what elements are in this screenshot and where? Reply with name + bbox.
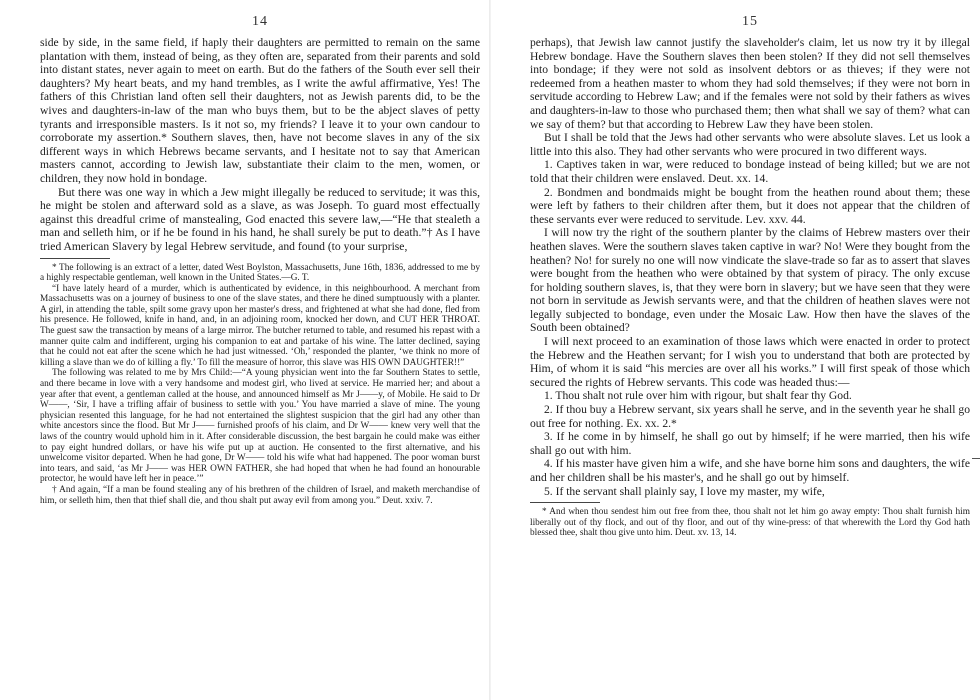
right-paragraph-laws: I will next proceed to an examination of those laws which were enacted in order to protect the Hebrew and the Heathen servant; for I wish you to understand that both are protected by Him, of whom it is said “his mercies are over all his works.” I will first speak of those which secured the rights of Hebrew servants. This code was headed thus:— [530,335,970,389]
footnote-1-child-account: The following was related to me by Mrs Child:—“A young physician went into the far Southern States to settle, and there became in love with a very handsome and modest girl, who lived at service. He married her; and about a year after that event, a gentleman called at the house, and announced himself as Mr J——y, of Mobile. He said to Dr W——, ‘Sir, I have a trifling affair of business to settle with you.’ You have married a slave of mine. The young physician resented this language, for he had not entertained the slightest suspicion that the girl had any other than white ancestors since the flood. But Mr J—— furnished proofs of his claim, and Dr W—— knew very well that the laws of the country would uphold him in it. After considerable discussion, the best bargain he could make was either to pay eight hundred dollars, or have his wife put up at auction. He consented to the first alternative, and his unwelcome visitor departed. When he had gone, Dr W—— told his wife what had happened. The poor woman burst into tears, and said, ‘as Mr J—— was HER OWN FATHER, she had hoped that when he had found an honourable protector, he would have left her in peace.’” [40,368,480,485]
footnote-1-murder-account: “I have lately heard of a murder, which is authenticated by evidence, in this neighbourhood. A merchant from Massachusetts was on a journey of business to one of the slave states, and there he dined sumptuously with a planter. A girl, in attending the table, spilt some gravy upon her master's dress, and frightened at what she had done, fled from his presence. He followed, knife in hand, and, in an adjoining room, knocked her down, and CUT HER THROAT. The guest saw the transaction by means of a large mirror. The butcher returned to table, and resumed his repast with a manner quite calm and indifferent, urging his companion to eat and partake of his wine. The latter declined, saying that he could not eat after the scene which he had just witnessed. ‘Oh,’ responded the planter, ‘we think no more of killing a slave than we do of killing a fly.’ To fill the measure of horror, this slave was HIS OWN DAUGHTER!!” [40,283,480,368]
footnote-rule-left [40,258,110,259]
right-list-item-wife: 4. If his master have given him a wife, and she have borne him sons and daughters, the wife and her children shall be his master's, and he shall go out by himself. [530,457,970,484]
right-list-item-bondmen: 2. Bondmen and bondmaids might be bought from the heathen round about them; these were left by fathers to their children after them, but it does not appear that the children of these servants ever were reduced to servitude. Lev. xxv. 44. [530,185,970,226]
footnote-right-deuteronomy: * And when thou sendest him out free from thee, thou shalt not let him go away empty: Thou shalt furnish him liberally out of thy flock, and out of thy floor, and out of thy wine-press: of that wherewith the Lord thy God hath blessed thee, shalt thou give unto him. Deut. xv. 13, 14. [530,507,970,539]
right-page [530,0,970,700]
right-paragraph-1: perhaps), that Jewish law cannot justify the slaveholder's claim, let us now try it by illegal Hebrew bondage. Have the Southern slaves then been stolen? If they did not sell themselves into bondage; if they were not sold as insolvent debtors or as thieves; if they were not redeemed from a heathen master to whom they had sold themselves; if they were not born in servitude according to Hebrew Law; and if the females were not sold by their fathers as wives and daughters-in-law to those who purchased them; then what shall we say of them? what can we say of them? but that according to Hebrew Law they have been stolen. [530,36,970,131]
footnote-rule-right [530,502,600,503]
page-gutter [489,0,491,700]
margin-mark [972,458,980,459]
page-number-left: 14 [252,14,268,29]
footnote-1-intro: * The following is an extract of a letter, dated West Boylston, Massachusetts, June 16th, 1836, addressed to me by a highly respectable gentleman, well known in the United States.—G. T. [40,262,480,284]
right-list-item-love-master: 5. If the servant shall plainly say, I love my master, my wife, [544,484,825,498]
left-page [40,0,480,700]
left-paragraph-2: But there was one way in which a Jew might illegally be reduced to servitude; it was this, he might be stolen and afterward sold as a slave, as was Joseph. To guard most effectually against this dreadful crime of manstealing, God enacted this severe law,—“He that stealeth a man and selleth him, or if he be found in his hand, he shall surely be put to death.”† As I have tried American Slavery by legal Hebrew servitude, and found (to your surprise, [40,185,480,253]
left-body-text [40,36,480,254]
right-list-item-rigour: 1. Thou shalt not rule over him with rigour, but shalt fear thy God. [544,389,852,403]
right-list-item-six-years: 2. If thou buy a Hebrew servant, six years shall he serve, and in the seventh year he shall go out free for nothing. Ex. xx. 2.* [530,403,970,430]
left-paragraph-1: side by side, in the same field, if haply their daughters are permitted to remain on the same plantation with them, instead of being, as they often are, separated from their parents and sold into distant states, never again to meet on earth. But do the fathers of the South ever sell their daughters? My heart beats, and my hand trembles, as I write the awful affirmative, Yes! The fathers of this Christian land often sell their daughters, not as Jewish parents did, to be the wives and daughters-in-law of the man who buys them, but to be the abject slaves of petty tyrants and irresponsible masters. Is it not so, my friends? I leave it to your own candour to corroborate my assertion.* Southern slaves, then, have not become slaves in any of the six different ways in which Hebrews became servants, and I hesitate not to say that American masters cannot, according to Jewish law, substantiate their claim to the men, women, or children, they now hold in bondage. [40,36,480,185]
right-paragraph-2: But I shall be told that the Jews had other servants who were absolute slaves. Let us look a little into this also. They had other servants who were procured in two different ways. [530,131,970,158]
page-number-right: 15 [742,14,758,29]
right-list-item-captives: 1. Captives taken in war, were reduced to bondage instead of being killed; but we are not told that their children were enslaved. Deut. xx. 14. [530,158,970,185]
right-body-text [530,36,970,498]
left-footnotes [40,263,480,507]
footnote-2-deuteronomy: † And again, “If a man be found stealing any of his brethren of the children of Israel, and maketh merchandise of him, or selleth him, then that thief shall die, and thou shalt put away evil from among you.” Deut. xxiv. 7. [40,484,480,506]
right-footnotes [530,507,970,539]
right-list-item-by-himself: 3. If he come in by himself, he shall go out by himself; if he were married, then his wife shall go out with him. [530,430,970,457]
right-paragraph-heathen: I will now try the right of the southern planter by the claims of Hebrew masters over their heathen slaves. Were the southern slaves taken captive in war? No! Were they bought from the heathen? No! for surely no one will now vindicate the slave-trade so far as to assert that slaves were bought from the heathen who were obtained by that system of piracy. The only excuse for holding southern slaves, is, that they were born in slavery; but we have seen that they were not born in servitude as Jewish servants were, and that the children of heathen slaves were not legally subjected to bondage, even under the Mosaic Law. How then have the slaves of the South been obtained? [530,226,970,335]
